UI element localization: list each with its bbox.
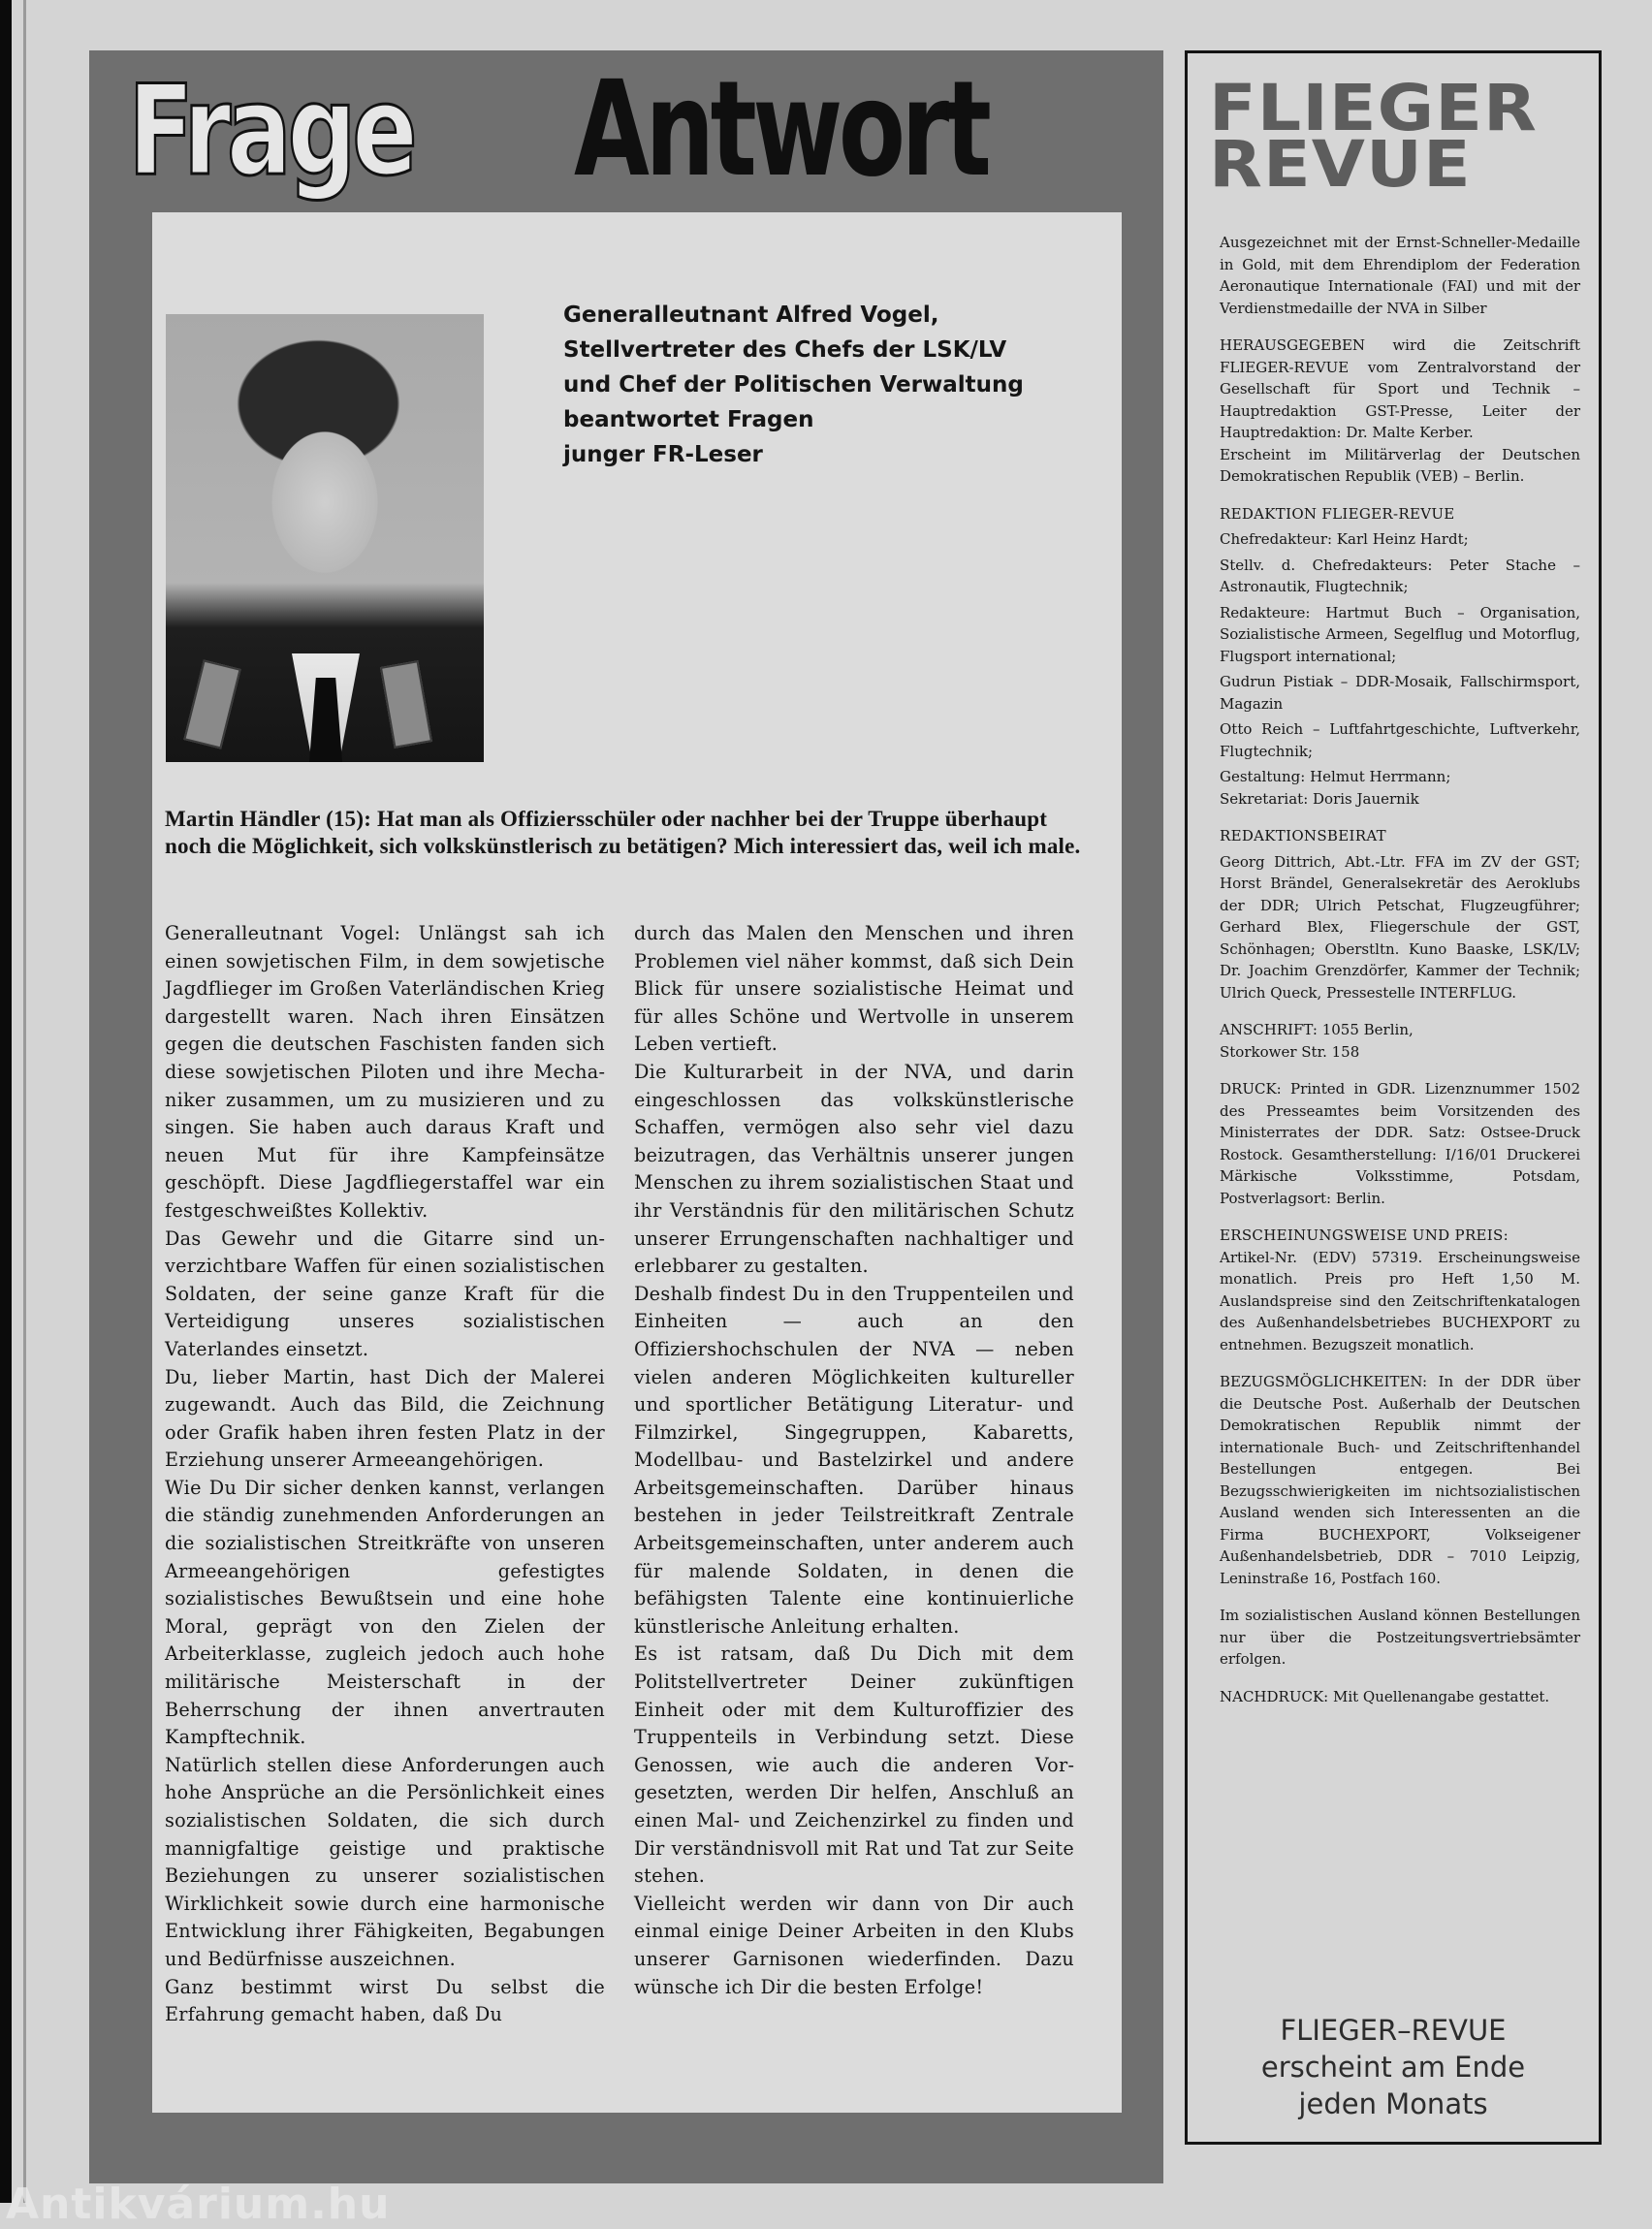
answer-column-2	[634, 920, 1074, 2001]
anschrift-section	[1220, 1019, 1580, 1063]
answer-paragraph: Die Kulturarbeit in der NVA, und darin eingeschlossen das volkskünstlerische Schaffen, vermögen also sehr viel dazu beizutragen, das Verhältnis unserer jungen Menschen zu ihrem sozialistischen Staat und ihr Verständnis für den militärischen Schutz unserer Errungenschaften nachhaltiger und erlebbarer zu gestalten.	[634, 1060, 1074, 1278]
beirat-text: Georg Dittrich, Abt.-Ltr. FFA im ZV der GST; Horst Brändel, Generalsekretär des Aeroklubs der DDR; Ulrich Petschat, Flugzeugführer; Gerhard Blex, Fliegerschule der GST, Schönhagen; Oberstltn. Kuno Baaske, LSK/LV; Dr. Joachim Grenzdörfer, Kammer der Technik; Ulrich Queck, Pressestelle INTERFLUG.	[1220, 852, 1580, 1002]
nachdruck-text: NACHDRUCK: Mit Quellenangabe gestattet.	[1220, 1687, 1550, 1705]
redaktion-entry: Sekretariat: Doris Jauernik	[1220, 789, 1419, 808]
answer-paragraph: Es ist ratsam, daß Du Dich mit dem Politstellvertreter Deiner zukünftigen Einheit oder mit dem Kulturoffizier des Truppenteils in Verbindung setzt. Diese Genossen, wie auch die anderen Vorgesetzten, werden Dir helfen, Anschluß an einen Mal- und Zeichenzirkel zu finden und Dir verständnisvoll mit Rat und Tat zur Seite stehen.	[634, 1642, 1074, 1888]
intro-line: Generalleutnant Alfred Vogel,	[563, 303, 939, 328]
title-frage: Frage	[128, 59, 414, 204]
anschrift-line-2: Storkower Str. 158	[1220, 1042, 1360, 1061]
redaktion-section	[1220, 503, 1580, 811]
answer-paragraph: Vielleicht werden wir dann von Dir auch einmal einige Deiner Arbeiten in den Klubs unserer Garnisonen wiederfinden. Dazu wünsche ich Dir die besten Erfolge!	[634, 1892, 1074, 1998]
redaktion-heading: REDAKTION FLIEGER-REVUE	[1220, 504, 1455, 523]
redaktion-entry: Gestaltung: Helmut Herrmann;	[1220, 768, 1451, 785]
logo-line-1: FLIEGER	[1209, 71, 1538, 145]
preis-text: Artikel-Nr. (EDV) 57319. Erscheinungsweise monatlich. Preis pro Heft 1,50 M. Auslandspreise sind den Zeitschriftenkatalogen des Außenhandelsbetriebes BUCHEXPORT zu entnehmen. Bezugszeit monatlich.	[1220, 1248, 1580, 1353]
answer-paragraph: Deshalb findest Du in den Truppenteilen und Einheiten — auch an den Offiziershochschulen der NVA — neben vielen anderen Möglichkeiten kultureller und sportlicher Betätigung Literatur- und Filmzirkel, Singegruppen, Kabaretts, Modellbau- und Bastelzirkel und andere Arbeitsgemeinschaften. Darüber hinaus bestehen in jeder Teilstreitkraft Zentrale Arbeitsgemeinschaften, unter anderem auch für malende Soldaten, in denen die befähigsten Talente eine kontinuierliche künstlerische Anleitung erhalten.	[634, 1282, 1074, 1638]
answer-column-1	[165, 920, 605, 2029]
publisher-text: HERAUSGEGEBEN wird die Zeitschrift FLIEGER-REVUE vom Zentralvorstand der Gesellschaft für Sport und Technik – Hauptredaktion GST-Presse, Leiter der Hauptredaktion: Dr. Malte Kerber.	[1220, 336, 1580, 441]
schedule-line-1: FLIEGER–REVUE	[1280, 2014, 1507, 2047]
portrait-collar-tab-right	[380, 660, 432, 748]
imprint-box	[1185, 50, 1602, 2145]
answer-paragraph: Ganz bestimmt wirst Du selbst die Erfahrung gemacht haben, daß Du	[165, 1975, 605, 2026]
answer-paragraph: Das Gewehr und die Gitarre sind unverzichtbare Waffen für einen sozialistischen Soldaten, der seine ganze Kraft für die Verteidigung unseres sozialistischen Vaterlandes einsetzt.	[165, 1226, 605, 1360]
article-masthead	[89, 50, 1163, 215]
publication-schedule-note	[1188, 2012, 1599, 2122]
answer-paragraph: Wie Du Dir sicher denken kannst, verlangen die ständig zunehmenden Anforderungen an die sozialistischen Streitkräfte von unseren Armeeangehörigen gefestigtes sozialistisches Bewußtsein und eine hohe Moral, geprägt von den Zielen der Arbeiterklasse, zugleich jedoch auch hohe militärische Meisterschaft in der Beherrschung der ihnen anvertrauten Kampftechnik.	[165, 1476, 605, 1749]
answer-paragraph: durch das Malen den Menschen und ihren Problemen viel näher kommst, daß sich Dein Blick für unsere sozialistische Heimat und für alles Schöne und Wertvolle in unserem Leben vertieft.	[634, 922, 1074, 1056]
article-panel	[152, 212, 1122, 2113]
imprint-body	[1220, 232, 1580, 1723]
page-gutter-rule	[23, 0, 26, 2203]
logo-line-2: REVUE	[1209, 127, 1472, 202]
druck-text: DRUCK: Printed in GDR. Lizenznummer 1502 des Presseamtes beim Vorsitzenden des Ministerrates der DDR. Satz: Ostsee-Druck Rostock. Gesamtherstellung: I/16/01 Druckerei Märkische Volksstimme, Potsdam, Postverlagsort: Berlin.	[1220, 1080, 1580, 1207]
reader-question: Martin Händler (15): Hat man als Offiziersschüler oder nachher bei der Truppe überhaupt noch die Möglichkeit, sich volkskünstlerisch zu betätigen? Mich interessiert das, weil ich male.	[165, 807, 1081, 858]
answer-paragraph: Du, lieber Martin, hast Dich der Malerei zugewandt. Auch das Bild, die Zeichnung oder Grafik haben ihren festen Platz in der Erziehung unserer Armeeangehörigen.	[165, 1365, 605, 1472]
title-antwort: Antwort	[574, 53, 988, 207]
redaktion-entry: Otto Reich – Luftfahrtgeschichte, Luftverkehr, Flugtechnik;	[1220, 720, 1580, 760]
portrait-photo	[166, 314, 484, 762]
schedule-line-2: erscheint am Ende	[1260, 2051, 1526, 2084]
publisher-text-2: Erscheint im Militärverlag der Deutschen Demokratischen Republik (VEB) – Berlin.	[1220, 445, 1580, 485]
answer-paragraph: Generalleutnant Vogel: Unlängst sah ich einen sowjetischen Film, in dem sowjetische Jagdflieger im Großen Vaterländischen Krieg dargestellt waren. Nach ihren Einsätzen gegen die deutschen Faschisten fanden sich diese sowjetischen Piloten und ihre Mechaniker zusammen, um zu musizieren und zu singen. Sie haben auch daraus Kraft und neuen Mut für ihre Kampfeinsätze geschöpft. Diese Jagdfliegerstaffel war ein festgeschweißtes Kollektiv.	[165, 922, 605, 1222]
redaktion-entry: Stellv. d. Chefredakteurs: Peter Stache – Astronautik, Flugtechnik;	[1220, 556, 1580, 595]
beirat-heading: REDAKTIONSBEIRAT	[1220, 827, 1386, 844]
article-frame	[89, 50, 1163, 2183]
intro-line: Stellvertreter des Chefs der LSK/LV	[563, 337, 1007, 363]
page-edge-shadow	[0, 0, 12, 2203]
preis-heading: ERSCHEINUNGSWEISE UND PREIS:	[1220, 1226, 1509, 1244]
portrait-collar-tab-left	[183, 659, 240, 748]
intro-line: beantwortet Fragen	[563, 407, 814, 432]
schedule-line-3: jeden Monats	[1298, 2087, 1488, 2120]
anschrift-line-1: ANSCHRIFT: 1055 Berlin,	[1220, 1021, 1414, 1038]
bezug-text: BEZUGSMÖGLICHKEITEN: In der DDR über die Deutsche Post. Außerhalb der Deutschen Demokratischen Republik nimmt der internationale Buch- und Zeitschriftenhandel Bestellungen entgegen. Bei Bezugsschwierigkeiten im nichtsozialistischen Ausland wenden sich Interessenten an die Firma BUCHEXPORT, Volkseigener Außenhandelsbetrieb, DDR – 7010 Leipzig, Leninstraße 16, Postfach 160.	[1220, 1373, 1580, 1587]
flieger-revue-logo	[1209, 71, 1538, 202]
intro-line: junger FR-Leser	[563, 442, 763, 467]
redaktion-entry: Redakteure: Hartmut Buch – Organisation, Sozialistische Armeen, Segelflug und Motorflug, Flugsport international;	[1220, 603, 1580, 665]
publisher-section	[1220, 334, 1580, 488]
preis-section	[1220, 1225, 1580, 1355]
redaktion-entry: Chefredakteur: Karl Heinz Hardt;	[1220, 530, 1469, 548]
answer-paragraph: Natürlich stellen diese Anforderungen auch hohe Ansprüche an die Persönlichkeit eines sozialistischen Soldaten, die sich durch mannigfaltige geistige und praktische Beziehungen zu unserer sozialistischen Wirklichkeit sowie durch eine harmonische Entwicklung ihrer Fähigkeiten, Begabungen und Bedürfnisse auszeichnen.	[165, 1753, 605, 1970]
article-intro	[563, 298, 1106, 472]
beirat-section	[1220, 825, 1580, 1003]
watermark: Antikvárium.hu	[6, 2180, 391, 2229]
award-text: Ausgezeichnet mit der Ernst-Schneller-Medaille in Gold, mit dem Ehrendiplom der Federation Aeronautique Internationale (FAI) und mit der Verdienstmedaille der NVA in Silber	[1220, 234, 1580, 317]
redaktion-entry: Gudrun Pistiak – DDR-Mosaik, Fallschirmsport, Magazin	[1220, 673, 1580, 713]
intro-line: und Chef der Politischen Verwaltung	[563, 372, 1024, 398]
ausland-text: Im sozialistischen Ausland können Bestellungen nur über die Postzeitungsvertriebsämter erfolgen.	[1220, 1607, 1580, 1668]
